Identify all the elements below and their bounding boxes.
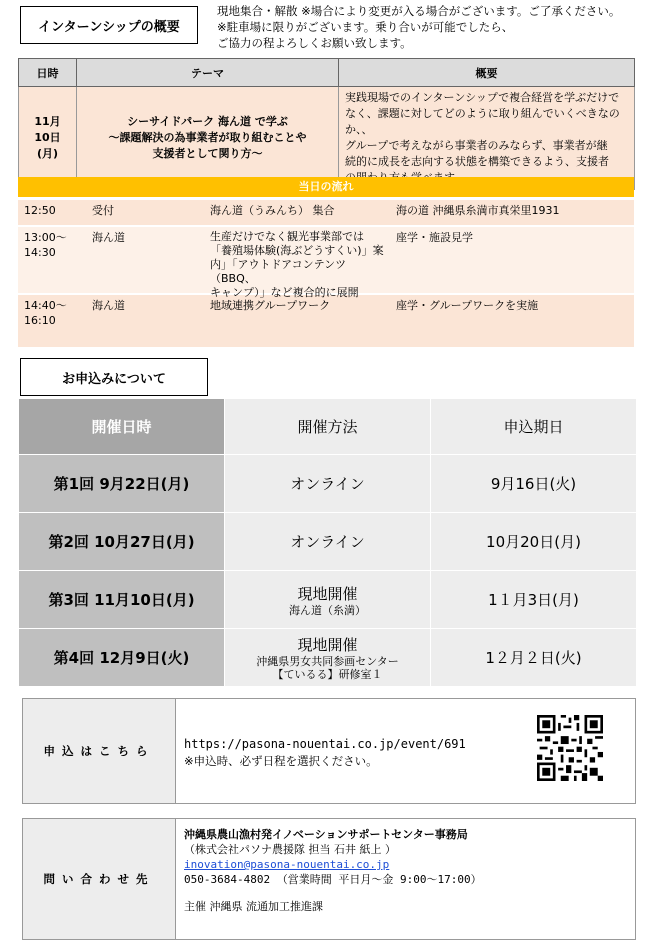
application-label: 申込はこちら [23,699,176,803]
method-main: 現地開催 [297,584,358,603]
date-line: 10日 [34,131,61,144]
session-method [225,629,431,687]
method-main: 現地開催 [297,636,358,654]
table-row [19,513,637,571]
header-date: 日時 [19,59,77,87]
theme-line: シーサイドパーク 海ん道 で学ぶ [127,115,288,128]
flow-header: 当日の流れ [18,177,634,197]
contact-phone: 050-3684-4802 （営業時間 平日月～金 9:00～17:00） [184,873,482,886]
apply-section-title: お申込みについて [20,358,208,396]
schedule-header-method: 開催方法 [225,399,431,455]
header-overview: 概要 [339,59,635,87]
intern-section-title: インターンシップの概要 [20,6,198,44]
contact-person: （株式会社パソナ農援隊 担当 石井 紙上 ） [184,843,396,856]
table-row [19,571,637,629]
session-deadline: 1２月２日(火) [431,629,637,687]
date-line: (月) [36,147,59,160]
date-line: 11月 [34,115,61,128]
flow-detail: 座学・施設見学 [396,231,473,244]
program-theme [77,87,339,190]
qr-code-icon[interactable] [537,715,603,781]
activity-line: キャンプ）」など複合的に展開 [210,286,359,299]
note-line: ※駐車場に限りがございます。乗り合いが可能でしたら、 [217,20,514,34]
flow-detail: 座学・グループワークを実施 [396,299,539,312]
application-body [176,699,635,803]
activity-line: 内」「アウトドアコンテンツ（BBQ、 [210,258,347,285]
flow-activity: 海ん道（うみんち） 集合 [210,204,335,217]
activity-line: 「養殖場体験(海ぶどうすくい)」案 [210,244,384,257]
session-date: 第3回 11月10日(月) [19,571,225,629]
flow-row [18,295,634,347]
method-sub: 海ん道（糸満） [289,603,366,617]
program-date [19,87,77,190]
session-date: 第4回 12月9日(火) [19,629,225,687]
session-deadline: 10月20日(月) [431,513,637,571]
time-line: 14:40～ [24,299,67,312]
note-line: ご協力の程よろしくお願い致します。 [217,36,412,50]
session-date: 第2回 10月27日(月) [19,513,225,571]
contact-email[interactable]: inovation@pasona-nouentai.co.jp [184,858,390,871]
schedule-header-deadline: 申込期日 [431,399,637,455]
time-line: 13:00～ [24,231,67,244]
time-line: 14:30 [24,246,56,259]
application-url[interactable]: https://pasona-nouentai.co.jp/event/691 [184,737,466,751]
flow-activity: 地域連携グループワーク [210,299,331,312]
theme-line: ～課題解決の為事業者が取り組むことや [108,131,307,144]
activity-line: 生産だけでなく観光事業部では [210,230,364,243]
contact-box [22,818,636,940]
table-row [19,455,637,513]
flow-place: 海ん道 [92,299,125,312]
theme-line: 支援者として関り方～ [152,147,263,160]
flow-row [18,200,634,225]
desc-line: グループで考えながら事業者のみならず、事業者が継 [345,139,608,152]
flow-row [18,227,634,299]
note-line: 現地集合・解散 ※場合により変更が入る場合がございます。ご了承ください。 [217,4,621,18]
contact-label: 問い合わせ先 [23,819,176,939]
contact-org: 沖縄県農山漁村発イノベーションサポートセンター事務局 [184,828,468,841]
session-date: 第1回 9月22日(月) [19,455,225,513]
flow-time: 12:50 [24,204,56,217]
session-method: オンライン [225,455,431,513]
program-description [339,87,635,190]
flow-section [18,177,634,347]
application-box [22,698,636,804]
flow-time [18,227,86,293]
session-method [225,571,431,629]
method-sub: 沖縄県男女共同参画センター 【ているる】研修室１ [256,655,399,681]
table-row [19,629,637,687]
schedule-header-date: 開催日時 [19,399,225,455]
session-method: オンライン [225,513,431,571]
time-line: 16:10 [24,314,56,327]
session-deadline: 1１月3日(月) [431,571,637,629]
header-theme: テーマ [77,59,339,87]
schedule-table [18,398,637,687]
contact-sponsor: 主催 沖縄県 流通加工推進課 [184,900,323,913]
flow-place: 海ん道 [92,231,125,244]
desc-line: なく、課題に対してどのように取り組んでいくべきなのか、、 [345,107,620,136]
desc-line: 実践現場でのインターンシップで複合経営を学ぶだけで [345,91,620,104]
program-table [18,58,635,190]
intern-notes [217,3,647,51]
flow-detail: 海の道 沖縄県糸満市真栄里1931 [396,204,560,217]
contact-body [176,819,635,939]
flow-time [18,295,86,347]
application-note: ※申込時、必ず日程を選択ください。 [184,754,378,768]
flow-place: 受付 [92,204,114,217]
desc-line: 続的に成長を志向する状態を構築できるよう、支援者 [345,155,609,168]
flow-activity [204,227,390,299]
session-deadline: 9月16日(火) [431,455,637,513]
